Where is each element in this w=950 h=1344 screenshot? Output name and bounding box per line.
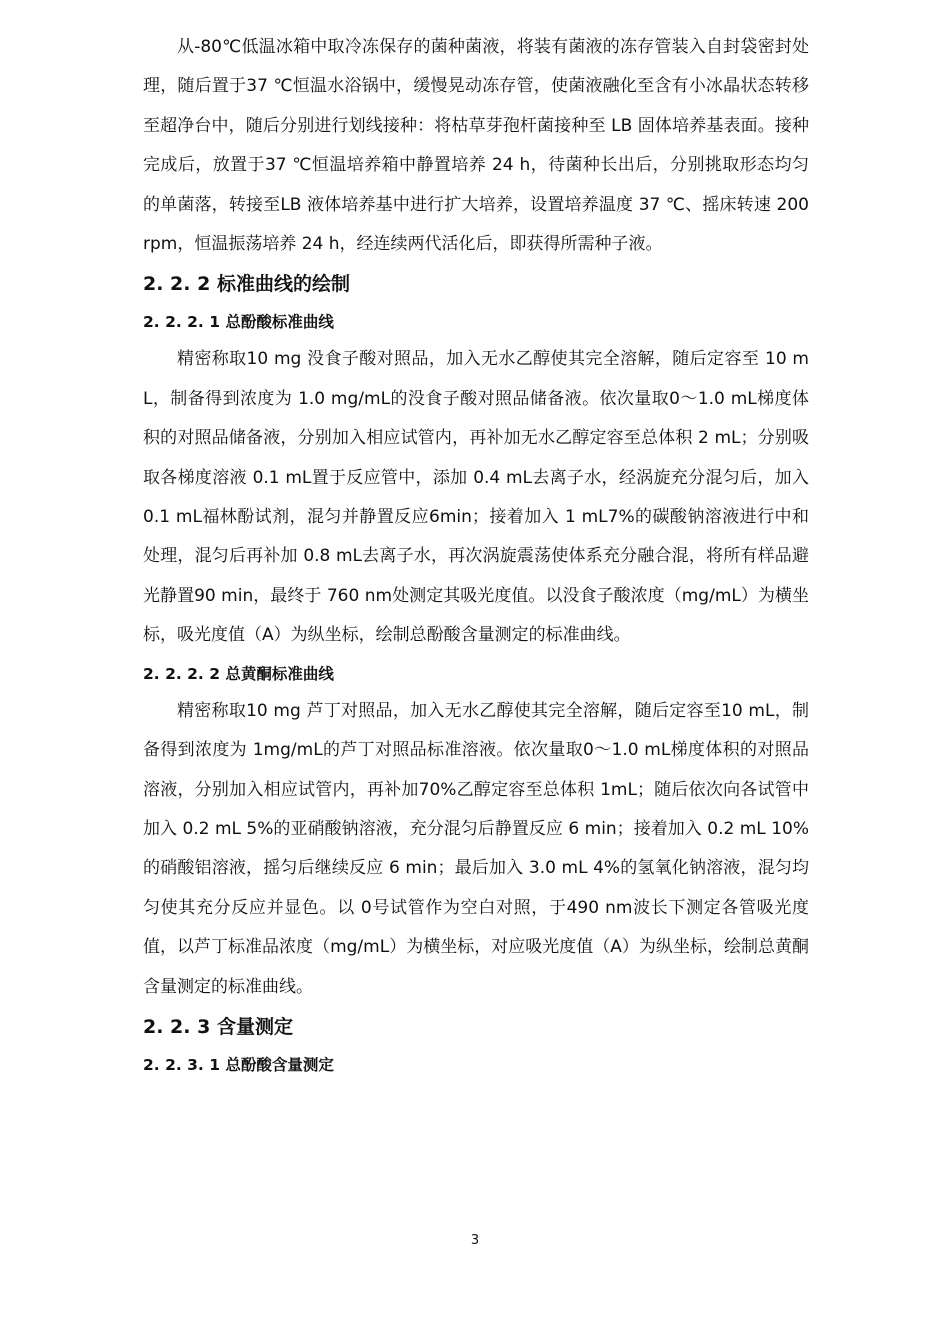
paragraph-phenolic-curve: 精密称取10 mg 没食子酸对照品，加入无水乙醇使其完全溶解，随后定容至 10 mL，制备得到浓度为 1.0 mg/mL的没食子酸对照品储备液。依次量取0～1.0 mL梯度体积的对照品储备液，分别加入相应试管内，再补加无水乙醇定容至总体积 2 mL；分别吸取各梯度溶液 0.1 mL置于反应管中，添加 0.4 mL去离子水，经涡旋充分混匀后，加入 0.1 mL福林酚试剂，混匀并静置反应6min；接着加入 1 mL7%的碳酸钠溶液进行中和处理，混匀后再补加 0.8 mL去离子水，再次涡旋震荡使体系充分融合混，将所有样品避光静置90 min，最终于 760 nm处测定其吸光度值。以没食子酸浓度（mg/mL）为横坐标，吸光度值（A）为纵坐标，绘制总酚酸含量测定的标准曲线。	[143, 349, 809, 646]
section-heading-standard-curve: 2. 2. 2 标准曲线的绘制	[143, 273, 350, 296]
section-heading-content-determination: 2. 2. 3 含量测定	[143, 1015, 293, 1038]
page-number: 3	[470, 1233, 480, 1248]
subsection-heading-flavonoid-curve: 2. 2. 2. 2 总黄酮标准曲线	[143, 664, 334, 683]
subsection-heading-phenolic-content: 2. 2. 3. 1 总酚酸含量测定	[143, 1055, 334, 1074]
subsection-heading-phenolic-curve: 2. 2. 2. 1 总酚酸标准曲线	[143, 313, 334, 332]
document-body	[143, 28, 809, 1083]
paragraph-seed-culture: 从-80℃低温冰箱中取冷冻保存的菌种菌液，将装有菌液的冻存管装入自封袋密封处理，随后置于37 ℃恒温水浴锅中，缓慢晃动冻存管，使菌液融化至含有小冰晶状态转移至超净台中，随后分别进行划线接种：将枯草芽孢杆菌接种至 LB 固体培养基表面。接种完成后，放置于37 ℃恒温培养箱中静置培养 24 h，待菌种长出后，分别挑取形态均匀的单菌落，转接至LB 液体培养基中进行扩大培养，设置培养温度 37 ℃、摇床转速 200 rpm，恒温振荡培养 24 h，经连续两代活化后，即获得所需种子液。	[143, 37, 809, 255]
paragraph-flavonoid-curve: 精密称取10 mg 芦丁对照品，加入无水乙醇使其完全溶解，随后定容至10 mL，制备得到浓度为 1mg/mL的芦丁对照品标准溶液。依次量取0～1.0 mL梯度体积的对照品溶液，分别加入相应试管内，再补加70%乙醇定容至总体积 1mL；随后依次向各试管中加入 0.2 mL 5%的亚硝酸钠溶液，充分混匀后静置反应 6 min；接着加入 0.2 mL 10%的硝酸铝溶液，摇匀后继续反应 6 min；最后加入 3.0 mL 4%的氢氧化钠溶液，混匀均匀使其充分反应并显色。以 0号试管作为空白对照，于490 nm波长下测定各管吸光度值，以芦丁标准品浓度（mg/mL）为横坐标，对应吸光度值（A）为纵坐标，绘制总黄酮含量测定的标准曲线。	[143, 700, 809, 997]
